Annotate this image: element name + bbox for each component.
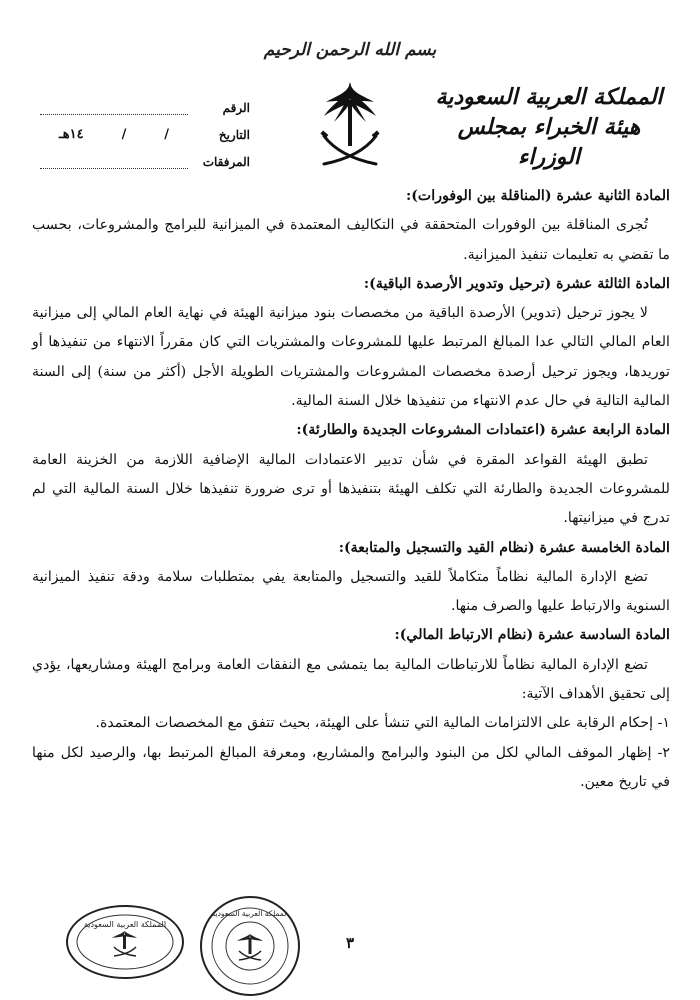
kingdom-name: المملكة العربية السعودية bbox=[435, 84, 663, 110]
ref-row bbox=[40, 88, 250, 115]
letterhead-title bbox=[434, 82, 664, 172]
article-13-heading: المادة الثالثة عشرة (ترحيل وتدوير الأرصدة الباقية): bbox=[363, 275, 670, 292]
article-14-heading: المادة الرابعة عشرة (اعتمادات المشروعات الجديدة والطارئة): bbox=[296, 422, 670, 439]
page-number: ٣ bbox=[345, 934, 355, 952]
agency-name: هيئة الخبراء بمجلس الوزراء bbox=[457, 114, 641, 170]
attachments-label: المرفقات bbox=[202, 155, 250, 169]
date-month: / bbox=[121, 127, 127, 142]
ref-line bbox=[40, 100, 188, 115]
ref-label: الرقم bbox=[222, 101, 250, 115]
date-label: التاريخ bbox=[218, 128, 250, 142]
article-16-heading: المادة السادسة عشرة (نظام الارتباط المالي): bbox=[394, 627, 670, 644]
date-row bbox=[40, 115, 250, 142]
article-15-heading: المادة الخامسة عشرة (نظام القيد والتسجيل والمتابعة): bbox=[338, 539, 670, 556]
seal-left-graphic-icon bbox=[68, 907, 182, 977]
article-12-text: تُجرى المناقلة بين الوفورات المتحققة في التكاليف المعتمدة في الميزانية للبرامج والمشروعات، بحسب ما تقضي به تعليمات تنفيذ الميزانية. bbox=[32, 217, 670, 263]
date-year: ١٤هـ bbox=[58, 127, 84, 142]
seal-left-text: المملكة العربية السعودية bbox=[83, 920, 167, 929]
basmala: بسم الله الرحمن الرحيم bbox=[263, 40, 437, 60]
document-body bbox=[32, 182, 670, 797]
date-value bbox=[40, 127, 188, 142]
official-seal-left bbox=[66, 905, 184, 979]
official-seal-right bbox=[200, 896, 300, 996]
palm-swords-emblem-icon bbox=[318, 78, 382, 170]
seal-right-text: المملكة العربية السعودية bbox=[211, 909, 289, 918]
article-13-text: لا يجوز ترحيل (تدوير) الأرصدة الباقية من مخصصات بنود ميزانية الهيئة في نهاية العام المالي إلى ميزانية العام المالي التالي عدا المبالغ المرتبط عليها للمشروعات والمشتريات التي كان مقرراً الانتهاء من تنفيذها أو توريدها، ويجوز ترحيل أرصدة مخصصات المشروعات والمشتريات الطويلة الأجل (أكثر من سنة) إلى السنة المالية التالية في حال عدم الانتهاء من تنفيذها خلال السنة المالية. bbox=[32, 305, 670, 410]
attachments-row bbox=[40, 142, 250, 169]
article-12-heading: المادة الثانية عشرة (المناقلة بين الوفورات): bbox=[405, 188, 670, 204]
reference-block bbox=[40, 88, 250, 169]
article-16-item-2: ٢- إظهار الموقف المالي لكل من البنود والبرامج والمشاريع، ومعرفة المبالغ المرتبط بها، والرصيد لكل منها في تاريخ معين. bbox=[32, 744, 670, 790]
attachments-line bbox=[40, 154, 188, 169]
article-16-item-1: ١- إحكام الرقابة على الالتزامات المالية التي تنشأ على الهيئة، بحيث تتفق مع المخصصات المعتمدة. bbox=[95, 715, 670, 732]
date-day: / bbox=[164, 127, 170, 142]
article-14-text: تطبق الهيئة القواعد المقرة في شأن تدبير الاعتمادات المالية الإضافية اللازمة من الخزينة العامة للمشروعات الجديدة والطارئة التي تكلف الهيئة بتنفيذها أو ترى ضرورة تنفيذها خلال السنة المالية التي لم تدرج في ميزانيتها. bbox=[32, 451, 670, 527]
article-15-text: تضع الإدارة المالية نظاماً متكاملاً للقيد والتسجيل والمتابعة يفي بمتطلبات سلامة ودقة تنفيذ الميزانية السنوية والارتباط عليها والصرف منها. bbox=[32, 568, 670, 615]
seal-right-graphic-icon bbox=[202, 898, 298, 994]
article-16-text: تضع الإدارة المالية نظاماً للارتباطات المالية بما يتمشى مع النفقات العامة وبرامج الهيئة ومشاريعها، يؤدي إلى تحقيق الأهداف الآتية: bbox=[32, 656, 670, 703]
